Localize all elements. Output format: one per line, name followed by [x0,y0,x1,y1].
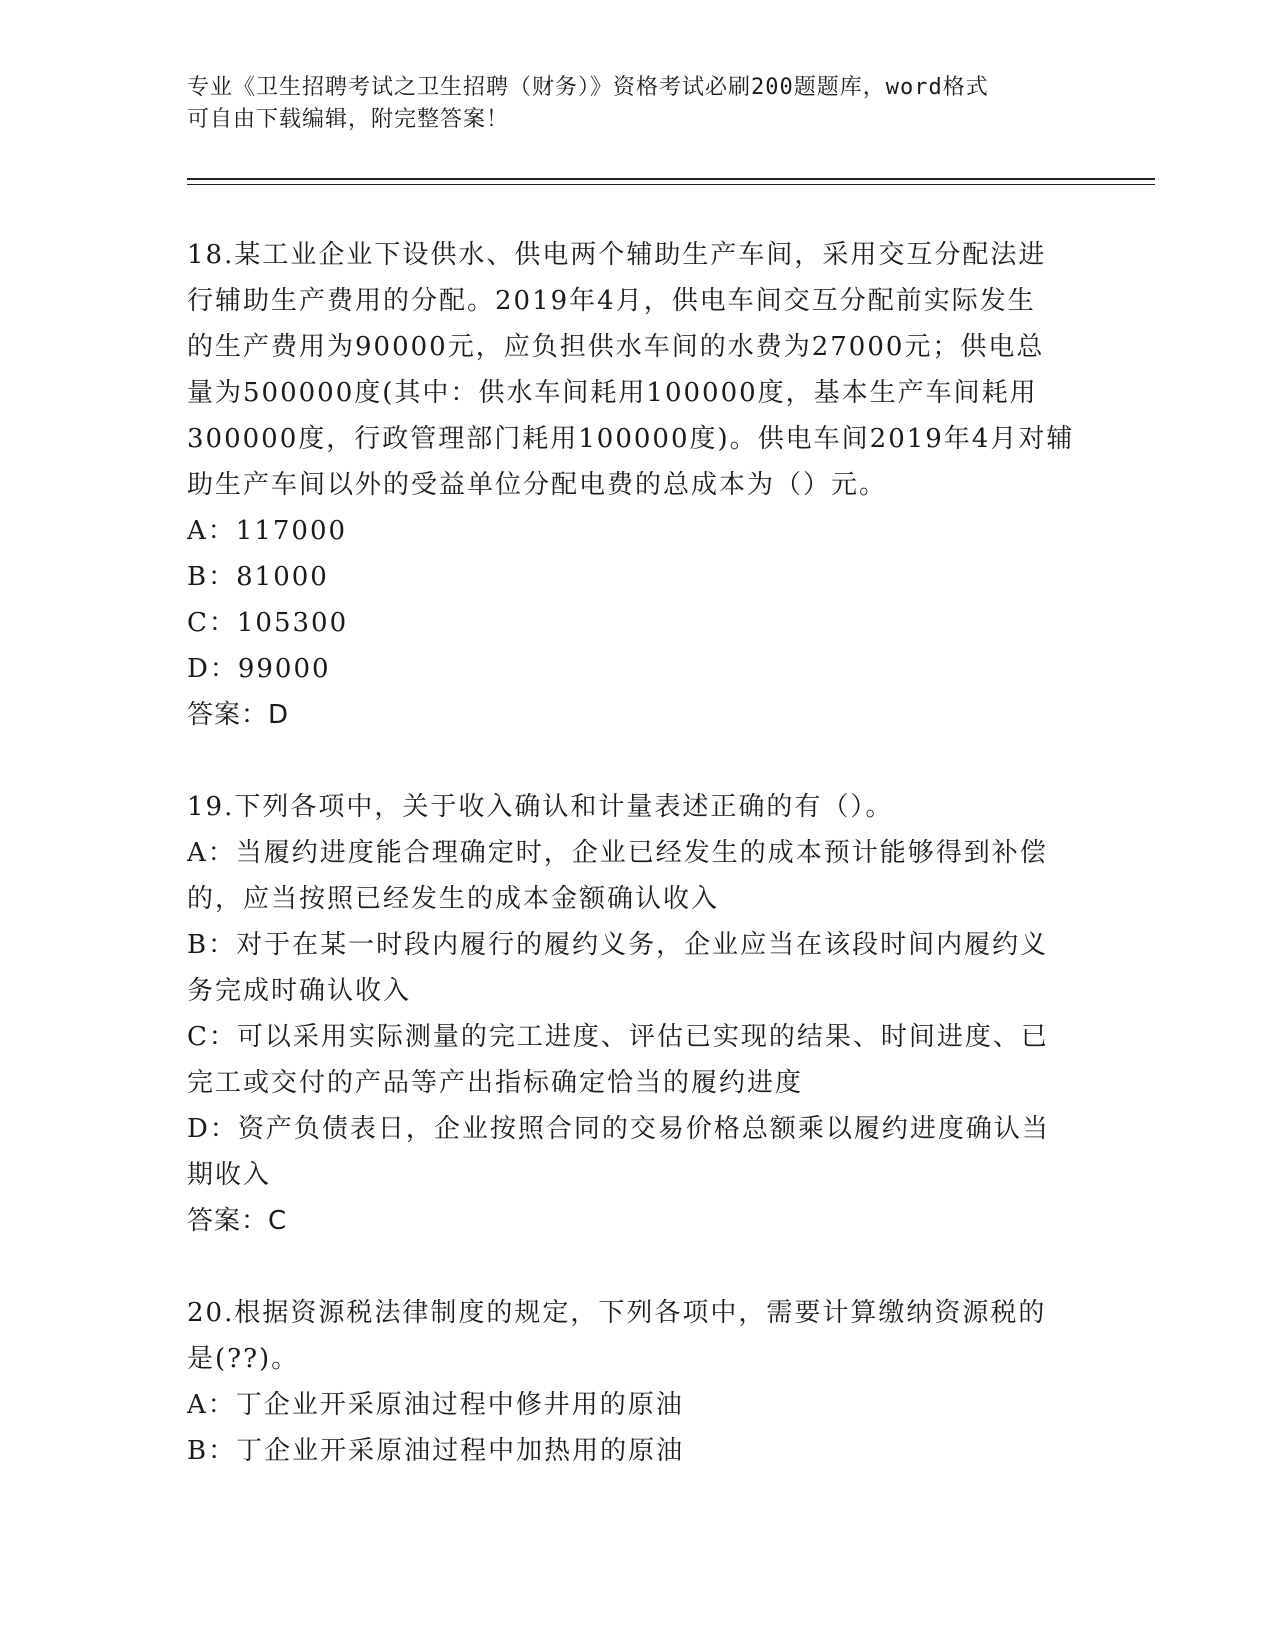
answer-option-line: D：资产负债表日，企业按照合同的交易价格总额乘以履约进度确认当 [187,1114,1050,1144]
answer-option [187,600,1087,646]
answer-option [187,922,1087,1014]
answer-option-line: A：当履约进度能合理确定时，企业已经发生的成本预计能够得到补偿 [187,838,1048,868]
question-stem-line: 300000度，行政管理部门耗用100000度)。供电车间2019年4月对辅 [187,424,1075,454]
answer-option-line: B：81000 [187,562,329,592]
header-line-1: 专业《卫生招聘考试之卫生招聘（财务）》资格考试必刷200题题库，word格式 [187,75,989,100]
question-stem-line: 行辅助生产费用的分配。2019年4月，供电车间交互分配前实际发生 [187,286,1036,316]
question-stem-line: 20.根据资源税法律制度的规定，下列各项中，需要计算缴纳资源税的 [187,1298,1047,1328]
answer-option-line: A：丁企业开采原油过程中修井用的原油 [187,1390,684,1420]
answer-option-line: B：丁企业开采原油过程中加热用的原油 [187,1436,685,1466]
question-stem-line: 量为500000度(其中：供水车间耗用100000度，基本生产车间耗用 [187,378,1038,408]
header-line-2: 可自由下载编辑，附完整答案！ [187,107,510,132]
answer-option [187,1014,1087,1106]
answer-key: 答案：C [187,1206,288,1236]
answer-key: 答案：D [187,700,290,730]
question-block [187,784,1087,1244]
answer-option-line: C：可以采用实际测量的完工进度、评估已实现的结果、时间进度、已 [187,1022,1049,1052]
header-divider-thin [187,184,1155,185]
answer-option [187,1382,1087,1428]
answer-option-line: D：99000 [187,654,331,684]
answer-option [187,554,1087,600]
answer-option-line: B：对于在某一时段内履行的履约义务，企业应当在该段时间内履约义 [187,930,1049,960]
answer-option [187,646,1087,692]
question-block [187,1290,1087,1474]
question-list [187,232,1087,1520]
answer-option-line: 期收入 [187,1160,272,1190]
question-stem-line: 的生产费用为90000元，应负担供水车间的水费为27000元；供电总 [187,332,1045,362]
answer-option-line: 务完成时确认收入 [187,976,412,1006]
answer-option-line: 的，应当按照已经发生的成本金额确认收入 [187,884,720,914]
answer-option-line: A：117000 [187,516,348,546]
answer-option-line: C：105300 [187,608,349,638]
question-stem-line: 18.某工业企业下设供水、供电两个辅助生产车间，采用交互分配法进 [187,240,1047,270]
answer-option [187,830,1087,922]
answer-option [187,508,1087,554]
question-block [187,232,1087,738]
answer-option [187,1106,1087,1198]
answer-option [187,1428,1087,1474]
question-stem-line: 助生产车间以外的受益单位分配电费的总成本为（）元。 [187,470,888,500]
document-header [187,72,1067,136]
question-stem-line: 19.下列各项中，关于收入确认和计量表述正确的有（）。 [187,792,894,822]
question-stem-line: 是(??)。 [187,1344,300,1374]
answer-option-line: 完工或交付的产品等产出指标确定恰当的履约进度 [187,1068,804,1098]
header-divider-thick [187,178,1155,180]
